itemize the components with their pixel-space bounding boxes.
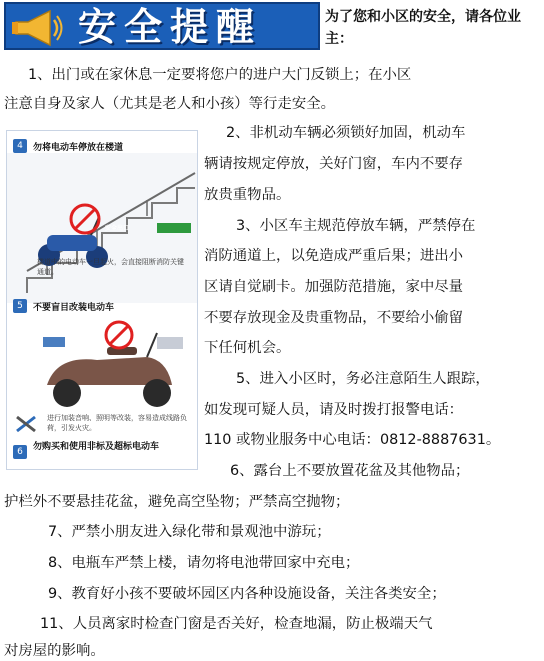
- panel-5-label: 不要盲目改装电动车: [33, 303, 115, 313]
- scooter-scene: [7, 315, 197, 415]
- intro-text: 为了您和小区的安全，请各位业主：: [325, 9, 521, 47]
- panel-4-note: 楼道中的电动车一旦起火，会直接阻断消防关键通道。: [37, 258, 184, 276]
- panel-4-number: 4: [13, 139, 27, 153]
- paragraph-3-line-2: 消防通道上，以免造成严重后果；进出小: [204, 248, 464, 264]
- paragraph-3-line-3: 区请自觉刷卡。加强防范措施，家中尽量: [204, 279, 464, 295]
- paragraph-9: 9、教育好小孩不要破坏园区内各种设施设备，关注各类安全；: [48, 586, 446, 602]
- paragraph-8: 8、电瓶车严禁上楼，请勿将电池带回家中充电；: [48, 555, 360, 571]
- panel-5-note: 进行加装音响、照明等改装，容易造成线路负荷，引发火灾。: [47, 414, 187, 432]
- paragraph-6-line-1: 6、露台上不要放置花盆及其他物品；: [230, 463, 470, 479]
- panel-6-number: 6: [13, 445, 27, 459]
- paragraph-2-line-3: 放贵重物品。: [204, 187, 291, 203]
- ebike-safety-illustration: [6, 130, 198, 470]
- panel-6-label: 勿购买和使用非标及超标电动车: [33, 442, 160, 452]
- paragraph-6-line-2: 护栏外不要悬挂花盆，避免高空坠物；严禁高空抛物；: [4, 494, 350, 510]
- paragraph-1-line-1: 1、出门或在家休息一定要将您户的进户大门反锁上；在小区: [28, 67, 412, 83]
- panel-4-label: 勿将电动车停放在楼道: [33, 143, 124, 153]
- paragraph-2-line-2: 辆请按规定停放，关好门窗，车内不要存: [204, 156, 464, 172]
- megaphone-icon: [10, 8, 64, 48]
- paragraph-5-line-3: 110 或物业服务中心电话：0812-8887631。: [204, 432, 501, 448]
- paragraph-3-line-5: 下任何机会。: [204, 340, 291, 356]
- tools-icon: [15, 415, 37, 433]
- paragraph-3-line-1: 3、小区车主规范停放车辆，严禁停在: [236, 218, 476, 234]
- paragraph-1-line-2: 注意自身及家人（尤其是老人和小孩）等行走安全。: [4, 96, 335, 112]
- banner-title: 安全提醒: [78, 5, 263, 49]
- panel-5-number: 5: [13, 299, 27, 313]
- paragraph-5-line-1: 5、进入小区时，务必注意陌生人跟踪，: [236, 371, 490, 387]
- paragraph-3-line-4: 不要存放现金及贵重物品，不要给小偷留: [204, 310, 464, 326]
- paragraph-11-line-2: 对房屋的影响。: [4, 643, 105, 659]
- paragraph-11-line-1: 11、人员离家时检查门窗是否关好，检查地漏，防止极端天气: [40, 616, 433, 632]
- paragraph-7: 7、严禁小朋友进入绿化带和景观池中游玩；: [48, 524, 331, 540]
- paragraph-2-line-1: 2、非机动车辆必须锁好加固，机动车: [226, 125, 466, 141]
- paragraph-5-line-2: 如发现可疑人员，请及时拨打报警电话：: [204, 402, 464, 418]
- stairway-scene: [7, 153, 197, 303]
- safety-banner: [4, 2, 320, 50]
- exit-sign: 安全出口: [105, 225, 130, 232]
